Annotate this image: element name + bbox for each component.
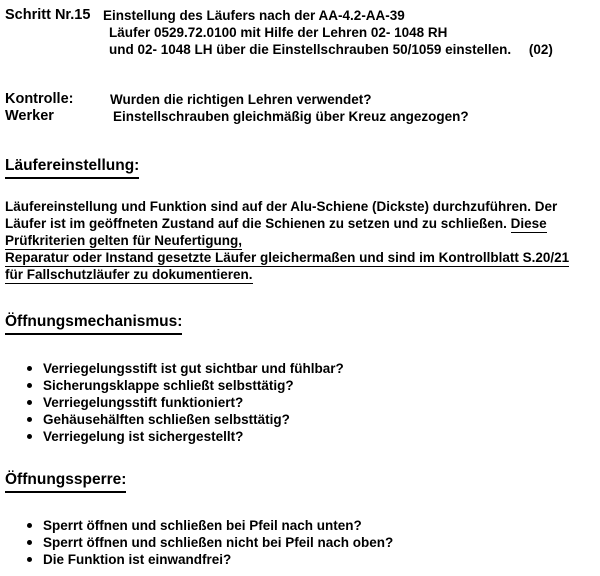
checklist-item bbox=[5, 411, 596, 428]
step-instructions bbox=[103, 7, 553, 58]
runner-adjustment-paragraph bbox=[5, 198, 596, 283]
section-opening-mechanism bbox=[5, 312, 596, 445]
section-heading-wrap bbox=[5, 470, 596, 493]
checklist-item bbox=[5, 360, 596, 377]
section-runner-adjustment bbox=[5, 156, 596, 283]
inspection-row-label: Werker bbox=[5, 108, 54, 124]
paragraph-line bbox=[5, 249, 596, 266]
checklist-item bbox=[5, 394, 596, 411]
paragraph-text-underlined: Reparatur oder Instand gesetzte Läufer gleichermaßen und sind im Kontrollblatt S.20/21 bbox=[5, 250, 570, 265]
section-opening-lock bbox=[5, 470, 596, 568]
checklist-item bbox=[5, 534, 596, 551]
section-heading: Läufereinstellung: bbox=[5, 156, 139, 179]
paragraph-line bbox=[5, 266, 596, 283]
section-heading-wrap bbox=[5, 156, 596, 179]
section-heading: Öffnungssperre: bbox=[5, 470, 126, 493]
step-number-label: Schritt Nr.15 bbox=[5, 7, 91, 23]
inspection-row-label: Kontrolle: bbox=[5, 91, 74, 107]
bullet-icon bbox=[27, 383, 32, 388]
paragraph-line bbox=[5, 232, 596, 249]
paragraph-text-underlined: für Fallschutzläufer zu dokumentieren. bbox=[5, 267, 253, 282]
bullet-icon bbox=[27, 540, 32, 545]
checklist-item bbox=[5, 377, 596, 394]
paragraph-line bbox=[5, 215, 596, 232]
checklist-item bbox=[5, 428, 596, 445]
step-header bbox=[5, 7, 596, 58]
checklist-item-text: Die Funktion ist einwandfrei? bbox=[43, 552, 232, 567]
bullet-icon bbox=[27, 400, 32, 405]
bullet-icon bbox=[27, 523, 32, 528]
checklist-item-text: Verriegelungsstift ist gut sichtbar und fühlbar? bbox=[43, 361, 344, 376]
checklist-item bbox=[5, 517, 596, 534]
inspection-row-question: Einstellschrauben gleichmäßig über Kreuz angezogen? bbox=[113, 109, 469, 124]
checklist-item-text: Gehäusehälften schließen selbsttätig? bbox=[43, 412, 290, 427]
step-instruction-line-1: Einstellung des Läufers nach der AA-4.2-AA-39 bbox=[103, 8, 405, 23]
inspection-block bbox=[5, 91, 596, 125]
paragraph-text-underlined: Diese bbox=[510, 216, 547, 231]
inspection-row-kontrolle bbox=[5, 91, 596, 108]
paragraph-text: Läufereinstellung und Funktion sind auf der Alu-Schiene (Dickste) durchzuführen. Der bbox=[5, 199, 558, 214]
step-instruction-line-3-text: und 02- 1048 LH über die Einstellschrauben 50/1059 einstellen. bbox=[109, 42, 512, 57]
checklist-item-text: Verriegelung ist sichergestellt? bbox=[43, 429, 244, 444]
inspection-row-question: Wurden die richtigen Lehren verwendet? bbox=[110, 92, 372, 107]
inspection-row-werker bbox=[5, 108, 596, 125]
step-instruction-line-3 bbox=[103, 41, 553, 58]
paragraph-text-underlined: Prüfkriterien gelten für Neufertigung, bbox=[5, 233, 243, 248]
opening-mechanism-checklist bbox=[5, 360, 596, 445]
checklist-item-text: Verriegelungsstift funktioniert? bbox=[43, 395, 244, 410]
bullet-icon bbox=[27, 434, 32, 439]
paragraph-line bbox=[5, 198, 596, 215]
revision-code: (02) bbox=[528, 42, 553, 57]
checklist-item-text: Sicherungsklappe schließt selbsttätig? bbox=[43, 378, 294, 393]
bullet-icon bbox=[27, 417, 32, 422]
section-heading-wrap bbox=[5, 312, 596, 335]
section-heading: Öffnungsmechanismus: bbox=[5, 312, 182, 335]
opening-lock-checklist bbox=[5, 517, 596, 568]
bullet-icon bbox=[27, 366, 32, 371]
bullet-icon bbox=[27, 557, 32, 562]
step-instruction-line-2: Läufer 0529.72.0100 mit Hilfe der Lehren 02- 1048 RH bbox=[109, 25, 448, 40]
checklist-item-text: Sperrt öffnen und schließen bei Pfeil nach unten? bbox=[43, 518, 362, 533]
paragraph-text: Läufer ist im geöffneten Zustand auf die Schienen zu setzen und zu schließen. bbox=[5, 216, 511, 231]
checklist-item bbox=[5, 551, 596, 568]
checklist-item-text: Sperrt öffnen und schließen nicht bei Pfeil nach oben? bbox=[43, 535, 394, 550]
